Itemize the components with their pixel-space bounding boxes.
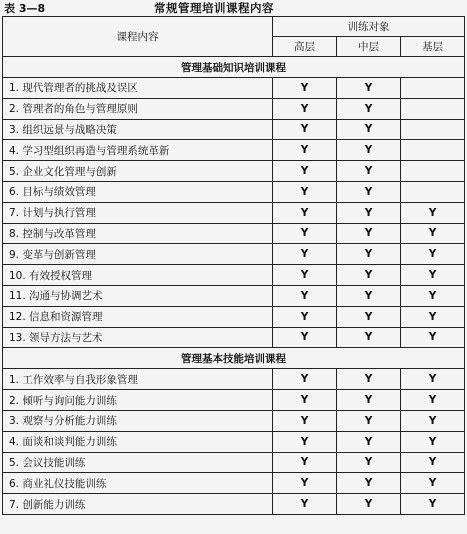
course-name: 11. 沟通与协调艺术: [3, 285, 273, 306]
table-row: [3, 306, 465, 327]
mark-junior: Y: [401, 223, 465, 244]
table-body: [3, 57, 465, 515]
mark-junior: Y: [401, 431, 465, 452]
mark-junior: Y: [401, 202, 465, 223]
course-name: 6. 目标与绩效管理: [3, 181, 273, 202]
mark-senior: Y: [273, 244, 337, 265]
table-row: [3, 390, 465, 411]
course-name: 5. 会议技能训练: [3, 452, 273, 473]
table-row: [3, 78, 465, 99]
mark-senior: Y: [273, 327, 337, 348]
course-name: 3. 观察与分析能力训练: [3, 410, 273, 431]
section-title: 管理基础知识培训课程: [3, 57, 465, 78]
mark-senior: Y: [273, 202, 337, 223]
course-name: 13. 领导方法与艺术: [3, 327, 273, 348]
header-level-senior: 高层: [273, 37, 337, 57]
course-name: 3. 组织远景与战略决策: [3, 119, 273, 140]
section-title: 管理基本技能培训课程: [3, 348, 465, 369]
mark-middle: Y: [337, 369, 401, 390]
table-row: [3, 473, 465, 494]
mark-middle: Y: [337, 452, 401, 473]
table-row: [3, 327, 465, 348]
header-level-junior: 基层: [401, 37, 465, 57]
mark-middle: Y: [337, 202, 401, 223]
table-row: [3, 161, 465, 182]
mark-junior: Y: [401, 410, 465, 431]
mark-junior: Y: [401, 390, 465, 411]
mark-junior: [401, 119, 465, 140]
table-number: 表 3—8: [4, 2, 46, 15]
mark-middle: Y: [337, 285, 401, 306]
table-row: [3, 119, 465, 140]
mark-junior: [401, 140, 465, 161]
course-name: 7. 创新能力训练: [3, 494, 273, 515]
mark-middle: Y: [337, 265, 401, 286]
table-title: 常规管理培训课程内容: [154, 1, 274, 15]
table-row: [3, 98, 465, 119]
mark-senior: Y: [273, 473, 337, 494]
mark-senior: Y: [273, 285, 337, 306]
course-name: 10. 有效授权管理: [3, 265, 273, 286]
mark-middle: Y: [337, 390, 401, 411]
mark-junior: Y: [401, 494, 465, 515]
table-caption: [4, 0, 463, 14]
section-row: [3, 57, 465, 78]
course-name: 1. 现代管理者的挑战及误区: [3, 78, 273, 99]
mark-senior: Y: [273, 161, 337, 182]
mark-middle: Y: [337, 98, 401, 119]
table-row: [3, 140, 465, 161]
mark-senior: Y: [273, 98, 337, 119]
mark-senior: Y: [273, 265, 337, 286]
mark-senior: Y: [273, 410, 337, 431]
mark-junior: Y: [401, 473, 465, 494]
course-name: 5. 企业文化管理与创新: [3, 161, 273, 182]
course-name: 6. 商业礼仪技能训练: [3, 473, 273, 494]
header-training-target: 训练对象: [273, 17, 465, 37]
mark-junior: Y: [401, 244, 465, 265]
table-row: [3, 494, 465, 515]
table-row: [3, 431, 465, 452]
table-row: [3, 410, 465, 431]
table-row: [3, 265, 465, 286]
mark-middle: Y: [337, 327, 401, 348]
course-name: 8. 控制与改革管理: [3, 223, 273, 244]
course-name: 1. 工作效率与自我形象管理: [3, 369, 273, 390]
mark-junior: Y: [401, 265, 465, 286]
course-name: 2. 倾听与询问能力训练: [3, 390, 273, 411]
table-row: [3, 452, 465, 473]
table-row: [3, 285, 465, 306]
mark-junior: Y: [401, 369, 465, 390]
header-course-content: 课程内容: [3, 17, 273, 57]
mark-senior: Y: [273, 431, 337, 452]
mark-junior: [401, 161, 465, 182]
mark-senior: Y: [273, 452, 337, 473]
mark-middle: Y: [337, 223, 401, 244]
mark-senior: Y: [273, 181, 337, 202]
mark-middle: Y: [337, 119, 401, 140]
mark-senior: Y: [273, 369, 337, 390]
mark-junior: [401, 78, 465, 99]
mark-senior: Y: [273, 223, 337, 244]
mark-junior: Y: [401, 327, 465, 348]
course-name: 12. 信息和资源管理: [3, 306, 273, 327]
course-name: 2. 管理者的角色与管理原则: [3, 98, 273, 119]
course-name: 4. 学习型组织再造与管理系统革新: [3, 140, 273, 161]
mark-junior: [401, 98, 465, 119]
header-level-middle: 中层: [337, 37, 401, 57]
table-row: [3, 223, 465, 244]
mark-middle: Y: [337, 473, 401, 494]
mark-middle: Y: [337, 140, 401, 161]
table-row: [3, 202, 465, 223]
mark-junior: [401, 181, 465, 202]
mark-senior: Y: [273, 78, 337, 99]
mark-middle: Y: [337, 494, 401, 515]
mark-junior: Y: [401, 306, 465, 327]
table-row: [3, 244, 465, 265]
mark-middle: Y: [337, 410, 401, 431]
mark-senior: Y: [273, 306, 337, 327]
mark-middle: Y: [337, 161, 401, 182]
course-table: [2, 16, 465, 515]
course-name: 4. 面谈和谈判能力训练: [3, 431, 273, 452]
mark-middle: Y: [337, 78, 401, 99]
mark-junior: Y: [401, 452, 465, 473]
course-name: 7. 计划与执行管理: [3, 202, 273, 223]
mark-middle: Y: [337, 244, 401, 265]
mark-middle: Y: [337, 181, 401, 202]
section-row: [3, 348, 465, 369]
mark-senior: Y: [273, 494, 337, 515]
mark-junior: Y: [401, 285, 465, 306]
mark-middle: Y: [337, 431, 401, 452]
table-row: [3, 369, 465, 390]
mark-senior: Y: [273, 119, 337, 140]
mark-middle: Y: [337, 306, 401, 327]
table-row: [3, 181, 465, 202]
mark-senior: Y: [273, 390, 337, 411]
course-name: 9. 变革与创新管理: [3, 244, 273, 265]
mark-senior: Y: [273, 140, 337, 161]
